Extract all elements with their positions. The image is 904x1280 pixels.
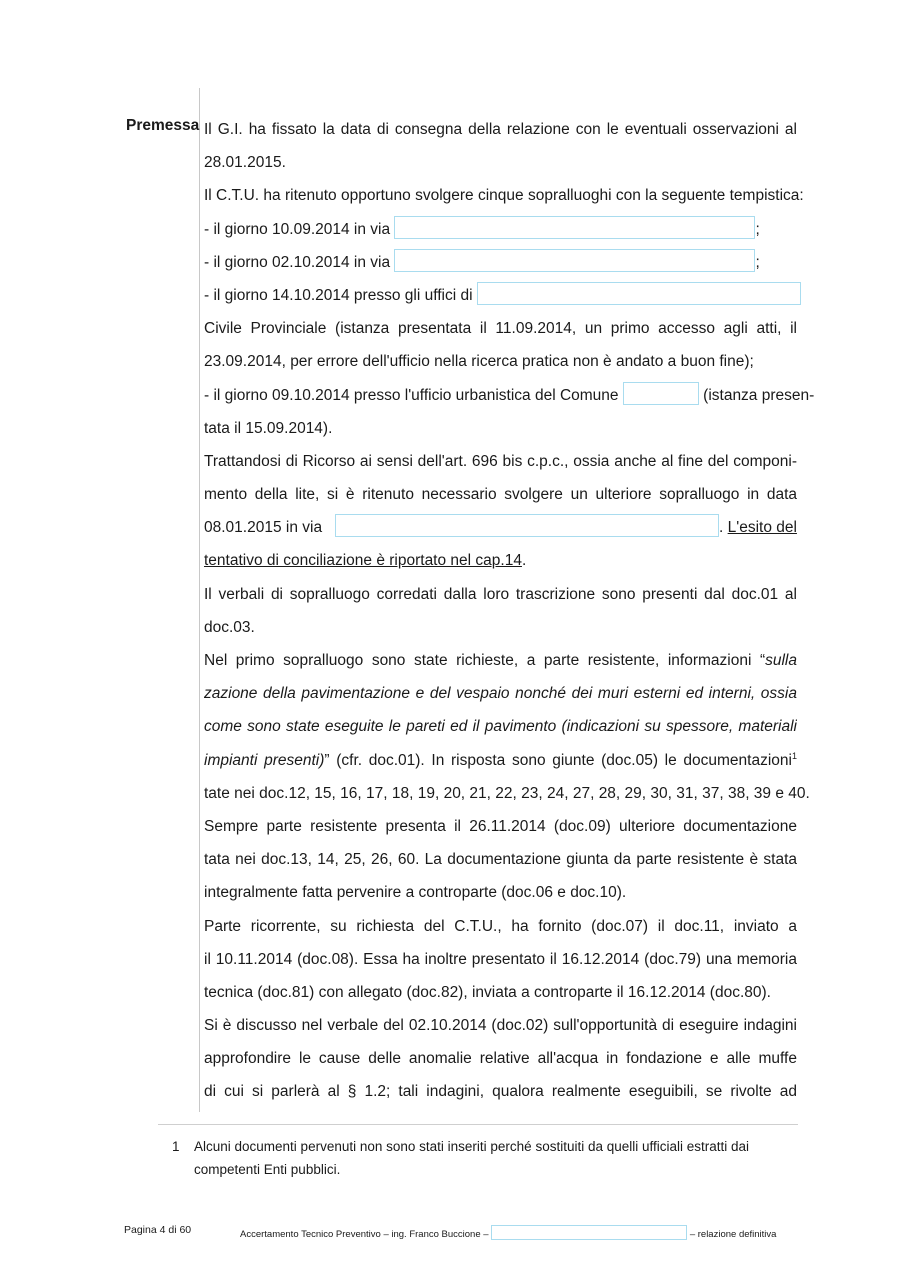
text-line: Nel primo sopralluogo sono state richieste, a parte resistente, informazioni “sulla: [204, 652, 797, 669]
footnote-number: 1: [172, 1139, 180, 1154]
text-line: tata nei doc.13, 14, 25, 26, 60. La documentazione giunta da parte resistente è stata: [204, 851, 797, 869]
text-line: mento della lite, si è ritenuto necessario svolgere un ulteriore sopralluogo in data: [204, 486, 797, 504]
text-line: - il giorno 02.10.2014 in via ;: [204, 246, 797, 279]
footnote-ref: 1: [791, 750, 797, 761]
text-line: - il giorno 10.09.2014 in via ;: [204, 213, 797, 246]
text-line: tata il 15.09.2014).: [204, 419, 333, 437]
section-label: Premessa: [126, 117, 200, 134]
redacted-municipality: [623, 382, 699, 405]
footer-title: Accertamento Tecnico Preventivo – ing. Franco Buccione – – relazione definitiva: [240, 1225, 776, 1240]
text-line: 23.09.2014, per errore dell'ufficio nella ricerca pratica non è andato a buon fine);: [204, 353, 754, 371]
redacted-office: [477, 282, 801, 305]
text-line: - il giorno 14.10.2014 presso gli uffici di: [204, 279, 797, 312]
margin-rule: [199, 88, 200, 1112]
text-line: tecnica (doc.81) con allegato (doc.82), inviata a controparte il 16.12.2014 (doc.80).: [204, 983, 771, 1001]
redacted-parties: [491, 1225, 687, 1240]
text-line: Il C.T.U. ha ritenuto opportuno svolgere cinque sopralluoghi con la seguente tempistica:: [204, 187, 804, 205]
text-line: come sono state eseguite le pareti ed il pavimento (indicazioni su spessore, materiali: [204, 718, 797, 736]
text-line: Si è discusso nel verbale del 02.10.2014 (doc.02) sull'opportunità di eseguire indagini: [204, 1017, 797, 1035]
text-line: di cui si parlerà al § 1.2; tali indagini, qualora realmente eseguibili, se rivolte ad: [204, 1083, 797, 1101]
text-line: integralmente fatta pervenire a controparte (doc.06 e doc.10).: [204, 884, 627, 902]
page-number: Pagina 4 di 60: [124, 1224, 192, 1236]
text-line: Parte ricorrente, su richiesta del C.T.U., ha fornito (doc.07) il doc.11, inviato a: [204, 917, 797, 935]
text-line: Sempre parte resistente presenta il 26.11.2014 (doc.09) ulteriore documentazione: [204, 817, 797, 835]
text-line: approfondire le cause delle anomalie relative all'acqua in fondazione e alle muffe: [204, 1050, 797, 1068]
footnote-rule: [158, 1124, 798, 1125]
text-line: Il G.I. ha fissato la data di consegna della relazione con le eventuali osservazioni al: [204, 121, 797, 138]
text-line: impianti presenti)” (cfr. doc.01). In risposta sono giunte (doc.05) le documentazioni$^1$: [204, 750, 797, 769]
redacted-address: [394, 216, 755, 239]
text-line: Civile Provinciale (istanza presentata il 11.09.2014, un primo accesso agli atti, il: [204, 320, 797, 338]
text-line: doc.03.: [204, 618, 255, 636]
redacted-address: [394, 249, 755, 272]
text-line: 28.01.2015.: [204, 154, 286, 172]
text-line: - il giorno 09.10.2014 presso l'ufficio urbanistica del Comune (istanza presen-: [204, 379, 797, 412]
text-line: tate nei doc.12, 15, 16, 17, 18, 19, 20, 21, 22, 23, 24, 27, 28, 29, 30, 31, 37, 38, 39 e 40.: [204, 784, 810, 802]
body-text: [204, 113, 815, 1109]
text-line: Trattandosi di Ricorso ai sensi dell'art. 696 bis c.p.c., ossia anche al fine del componi-: [204, 452, 797, 470]
footnote-text: Alcuni documenti pervenuti non sono stati inseriti perché sostituiti da quelli ufficiali estratti dai competenti Enti pubblici.: [194, 1139, 750, 1177]
redacted-address: [335, 514, 719, 537]
text-line: 08.01.2015 in via . L'esito del: [204, 511, 797, 544]
text-line: zazione della pavimentazione e del vespaio nonché dei muri esterni ed interni, ossia: [204, 685, 797, 703]
text-line: tentativo di conciliazione è riportato nel cap.14.: [204, 552, 527, 570]
text-line: il 10.11.2014 (doc.08). Essa ha inoltre presentato il 16.12.2014 (doc.79) una memoria: [204, 950, 797, 968]
text-line: Il verbali di sopralluogo corredati dalla loro trascrizione sono presenti dal doc.01 al: [204, 585, 797, 603]
